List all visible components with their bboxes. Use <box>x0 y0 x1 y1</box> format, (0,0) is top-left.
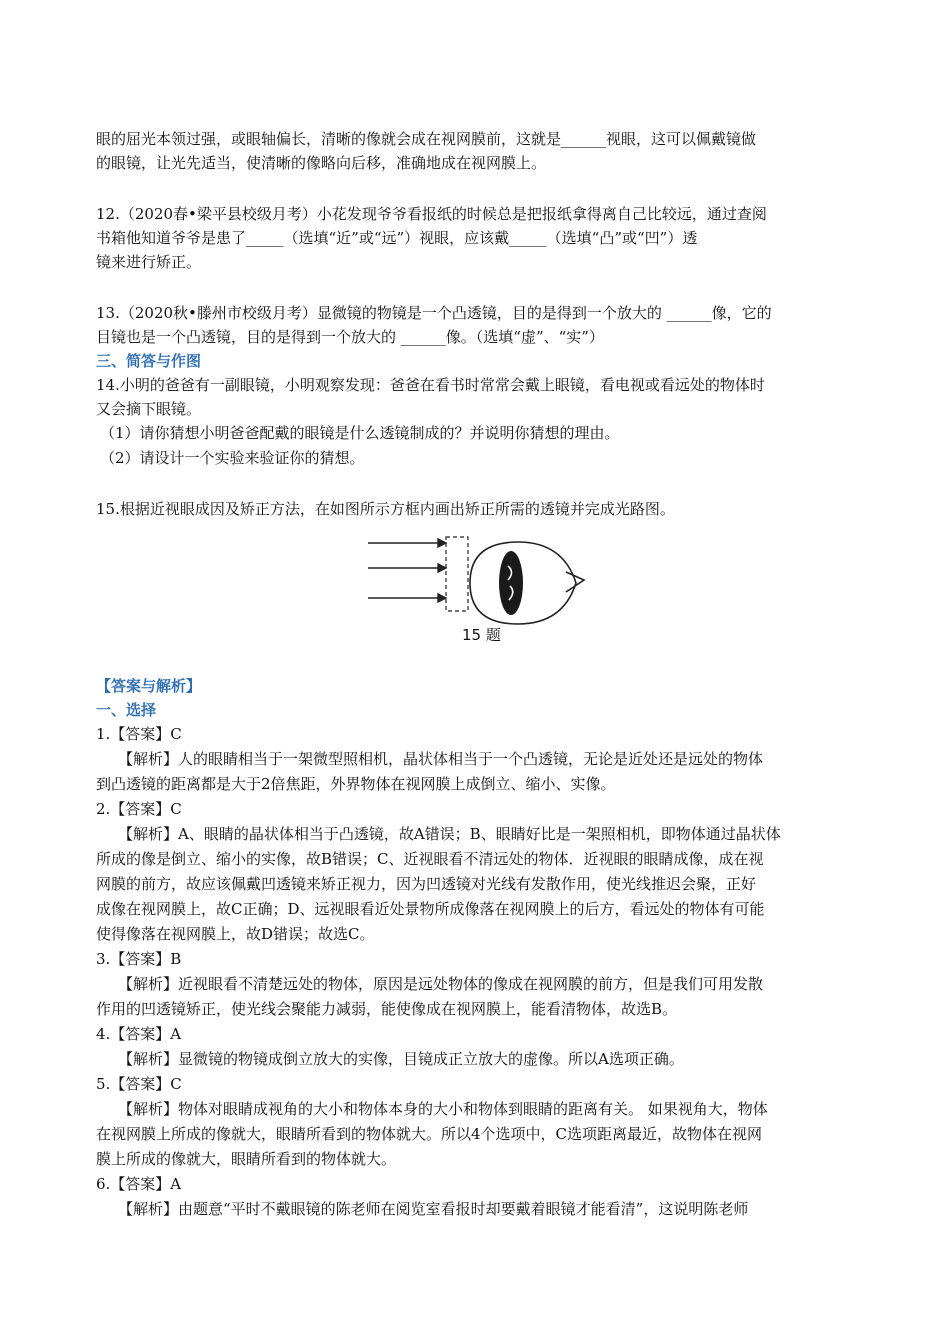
q12-text-line-3: 镜来进行矫正。 <box>96 253 202 271</box>
q11-text-line-1: 眼的屈光本领过强，或眼轴偏长，清晰的像就会成在视网膜前，这就是______视眼，这可以佩戴镜做 <box>96 130 757 148</box>
q13-text-line-2: 目镜也是一个凸透镜，目的是得到一个放大的 ______像。（选填“虚”、“实”） <box>96 328 604 346</box>
answer-4: 4.【答案】A <box>96 1025 182 1043</box>
q12-text-line-2: 书箱他知道爷爷是患了_____（选填“近”或“远”）视眼，应该戴_____（选填“凸”或“凹”）透 <box>96 229 698 247</box>
q15-eye-diagram <box>358 528 598 648</box>
answer-1: 1.【答案】C <box>96 725 182 743</box>
q11-text-line-2: 的眼镜，让光先适当，使清晰的像略向后移，准确地成在视网膜上。 <box>96 154 547 172</box>
answer-5-explanation-2: 在视网膜上所成的像就大，眼睛所看到的物体就大。所以4个选项中，C选项距离最近，故物体在视网 <box>96 1125 763 1143</box>
arrow-head-bottom <box>438 594 446 602</box>
answer-3-explanation-2: 作用的凹透镜矫正，使光线会聚能力减弱，能使像成在视网膜上，能看清物体，故选B。 <box>96 1000 678 1018</box>
answer-5-explanation-1: 【解析】物体对眼睛成视角的大小和物体本身的大小和物体到眼睛的距离有关。 如果视角大，物体 <box>118 1100 768 1118</box>
q14-sub-1: （1）请你猜想小明爸爸配戴的眼镜是什么透镜制成的？并说明你猜想的理由。 <box>100 424 620 442</box>
arrow-head-middle <box>438 564 446 572</box>
dashed-lens-box <box>446 537 468 611</box>
arrow-head-top <box>438 539 446 547</box>
crystalline-lens <box>499 551 523 615</box>
q14-text-line-1: 14.小明的爸爸有一副眼镜，小明观察发现：爸爸在看书时常常会戴上眼镜，看电视或看远处的物体时 <box>96 376 765 394</box>
answer-6-explanation-1: 【解析】由题意“平时不戴眼镜的陈老师在阅览室看报时却要戴着眼镜才能看清”，这说明陈老师 <box>118 1200 749 1218</box>
answer-3: 3.【答案】B <box>96 950 182 968</box>
section-1-title: 一、选择 <box>96 701 157 719</box>
answer-1-explanation-1: 【解析】人的眼睛相当于一架微型照相机，晶状体相当于一个凸透镜，无论是近处还是远处的物体 <box>118 750 764 768</box>
q14-sub-2: （2）请设计一个实验来验证你的猜想。 <box>100 449 365 467</box>
answer-2-explanation-2: 所成的像是倒立、缩小的实像，故B错误；C、近视眼看不清远处的物体．近视眼的眼睛成像，成在视 <box>96 850 764 868</box>
answer-5-explanation-3: 膜上所成的像就大，眼睛所看到的物体就大。 <box>96 1150 397 1168</box>
light-rays <box>368 539 446 602</box>
answer-6: 6.【答案】A <box>96 1175 182 1193</box>
answer-2-explanation-5: 使得像落在视网膜上，故D错误；故选C。 <box>96 925 375 943</box>
q15-text-line-1: 15.根据近视眼成因及矫正方法，在如图所示方框内画出矫正所需的透镜并完成光路图。 <box>96 500 675 518</box>
answer-2-explanation-4: 成像在视网膜上，故C正确；D、远视眼看近处景物所成像落在视网膜上的后方，看远处的物体有可能 <box>96 900 765 918</box>
answer-2: 2.【答案】C <box>96 800 182 818</box>
answers-header: 【答案与解析】 <box>96 677 202 695</box>
q13-text-line-1: 13.（2020秋•滕州市校级月考）显微镜的物镜是一个凸透镜，目的是得到一个放大的 ______像，它的 <box>96 304 772 322</box>
q14-text-line-2: 又会摘下眼镜。 <box>96 400 202 418</box>
answer-2-explanation-3: 网膜的前方，故应该佩戴凹透镜来矫正视力，因为凹透镜对光线有发散作用，使光线推迟会聚，正好 <box>96 875 757 893</box>
answer-1-explanation-2: 到凸透镜的距离都是大于2倍焦距，外界物体在视网膜上成倒立、缩小、实像。 <box>96 775 616 793</box>
answer-2-explanation-1: 【解析】A、眼睛的晶状体相当于凸透镜，故A错误；B、眼睛好比是一架照相机，即物体通过晶状体 <box>118 825 781 843</box>
answer-3-explanation-1: 【解析】近视眼看不清楚远处的物体，原因是远处物体的像成在视网膜的前方，但是我们可用发散 <box>118 975 764 993</box>
q12-text-line-1: 12.（2020春•梁平县校级月考）小花发现爷爷看报纸的时候总是把报纸拿得离自己比较远，通过查阅 <box>96 205 767 223</box>
answer-4-explanation-1: 【解析】显微镜的物镜成倒立放大的实像，目镜成正立放大的虚像。所以A选项正确。 <box>118 1050 684 1068</box>
section-3-title: 三、简答与作图 <box>96 352 202 370</box>
figure-caption: 15 题 <box>462 626 501 644</box>
answer-5: 5.【答案】C <box>96 1075 182 1093</box>
